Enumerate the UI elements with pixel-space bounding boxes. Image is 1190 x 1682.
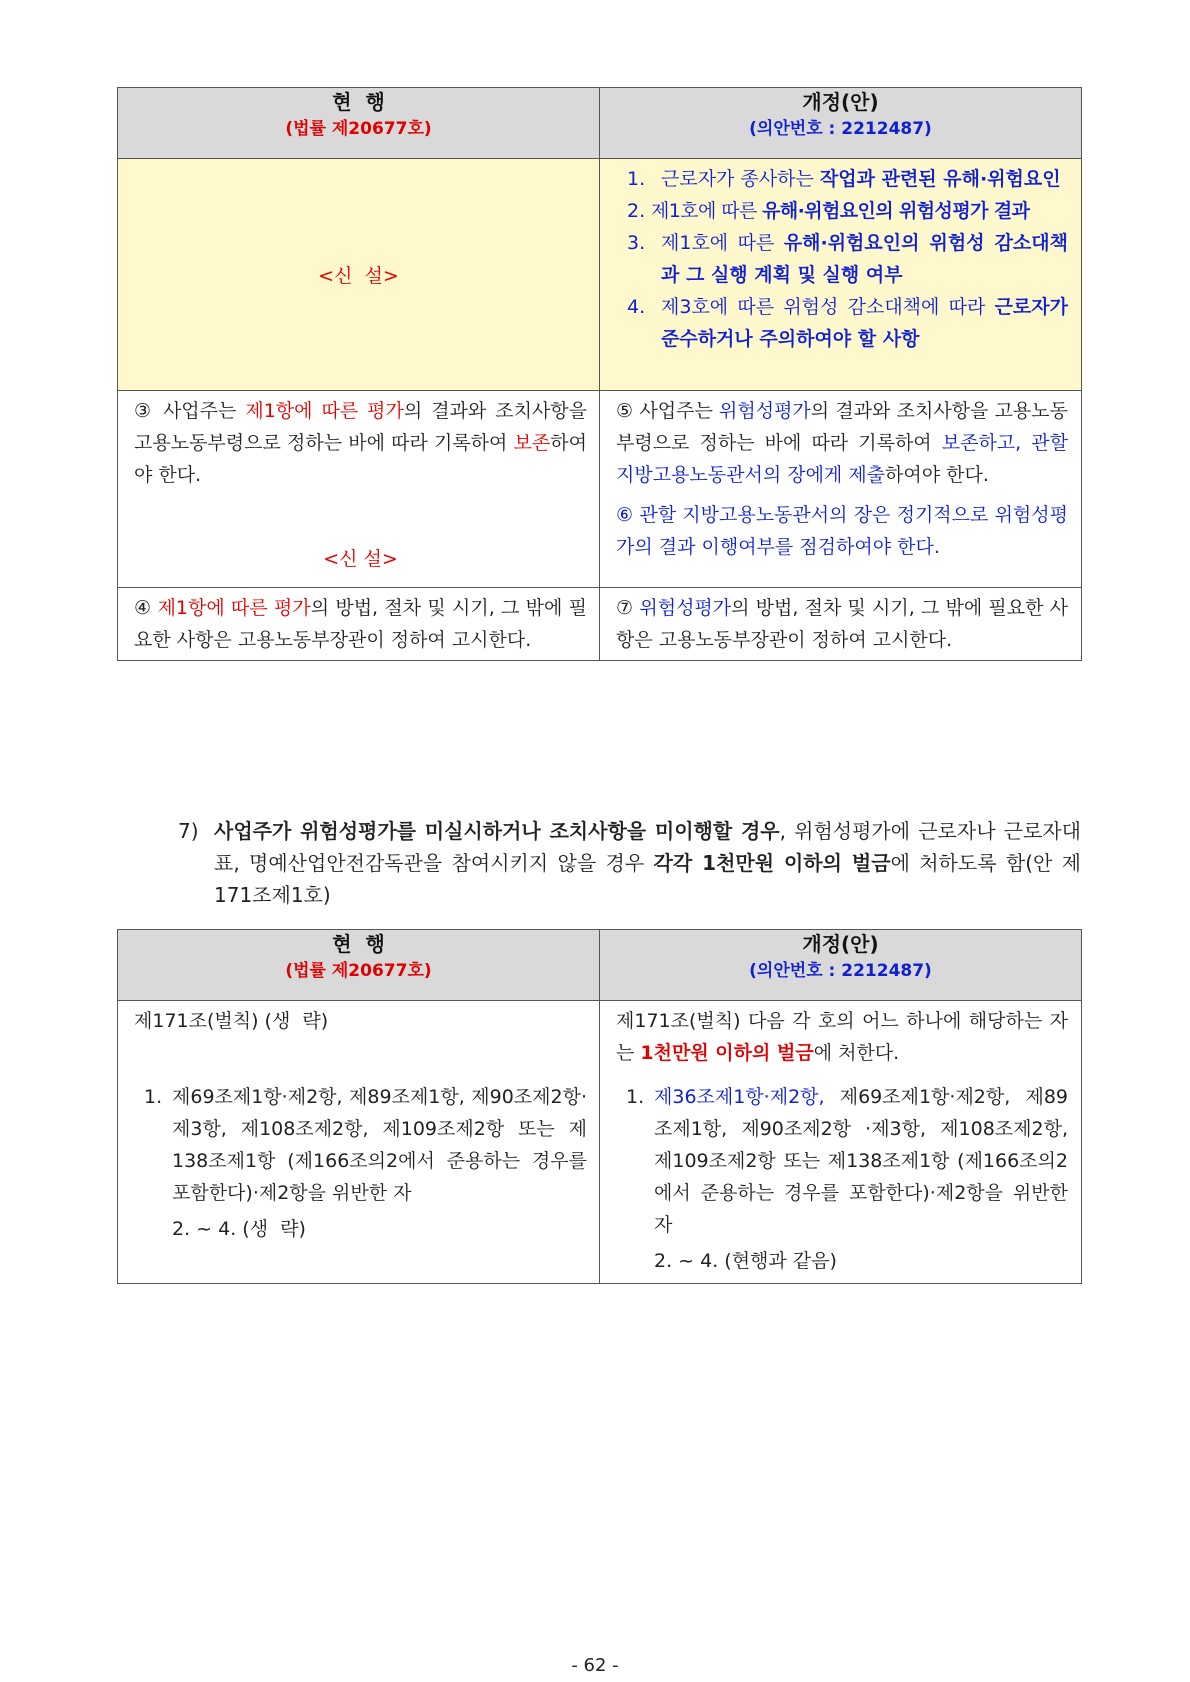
amended-para-7: ⑦ 위험성평가의 방법, 절차 및 시기, 그 밖에 필요한 사항은 고용노동부장관이 정하여 고시한다.: [616, 597, 1068, 651]
section-7-paragraph: [178, 815, 1081, 911]
section-7-number: 7): [178, 819, 199, 843]
header-current-title: 현 행: [332, 932, 385, 956]
current-para-4: ④ 제1항에 따른 평가의 방법, 절차 및 시기, 그 밖에 필요한 사항은 고용노동부장관이 정하여 고시한다.: [134, 597, 587, 651]
current-article-171-cell: [118, 1001, 600, 1284]
header-current-title: 현 행: [332, 90, 385, 114]
list-item: 4. 제3호에 따른 위험성 감소대책에 따라 근로자가 준수하거나 주의하여야 할 사항: [627, 296, 1068, 350]
new-marker: <신 설>: [318, 265, 399, 287]
header-amended-bill: (의안번호 : 2212487): [749, 961, 932, 981]
list-item: 3. 제1호에 따른 유해·위험요인의 위험성 감소대책과 그 실행 계획 및 실행 여부: [627, 232, 1068, 286]
amended-article-171-intro: 제171조(벌칙) 다음 각 호의 어느 하나에 해당하는 자는 1천만원 이하의 벌금에 처한다.: [616, 1010, 1068, 1064]
header-current: [118, 930, 600, 1001]
header-amended-bill: (의안번호 : 2212487): [749, 119, 932, 139]
amended-para-6: ⑥ 관할 지방고용노동관서의 장은 정기적으로 위험성평가의 결과 이행여부를 점검하여야 한다.: [616, 504, 1068, 558]
current-items-2-4: 2. ~ 4. (생 략): [172, 1218, 306, 1240]
header-current: [118, 88, 600, 159]
current-para-3-cell: [118, 391, 600, 588]
comparison-table-1: [117, 87, 1082, 661]
list-item: 1. 근로자가 종사하는 작업과 관련된 유해·위험요인: [627, 168, 1061, 190]
comparison-table-2: [117, 929, 1082, 1284]
new-items-list: [627, 163, 1068, 355]
amended-article-171-cell: [600, 1001, 1082, 1284]
amended-para-5-6-cell: [600, 391, 1082, 588]
amended-para-7-cell: [600, 588, 1082, 661]
header-amended: [600, 930, 1082, 1001]
amended-para-5: ⑤ 사업주는 위험성평가의 결과와 조치사항을 고용노동부령으로 정하는 바에 따라 기록하여 보존하고, 관할 지방고용노동관서의 장에게 제출하여야 한다.: [616, 400, 1068, 486]
amended-items-2-4: 2. ~ 4. (현행과 같음): [654, 1250, 837, 1272]
new-marker-cell: [118, 159, 600, 391]
current-para-4-cell: [118, 588, 600, 661]
header-amended: [600, 88, 1082, 159]
header-amended-title: 개정(안): [802, 932, 879, 956]
list-item: 2. 제1호에 따른 유해·위험요인의 위험성평가 결과: [627, 200, 1030, 222]
section-7-text: 사업주가 위험성평가를 미실시하거나 조치사항을 미이행할 경우, 위험성평가에 근로자나 근로자대표, 명예산업안전감독관을 참여시키지 않을 경우 각각 1천만원 이하의 벌금에 처하도록 함(안 제171조제1호): [214, 819, 1081, 907]
list-item: 1. 제69조제1항·제2항, 제89조제1항, 제90조제2항·제3항, 제108조제2항, 제109조제2항 또는 제138조제1항 (제166조의2에서 준용하는 경우를 포함한다)·제2항을 위반한 자: [144, 1086, 587, 1204]
list-item: 1. 제36조제1항·제2항, 제69조제1항·제2항, 제89조제1항, 제90조제2항 ·제3항, 제108조제2항, 제109조제2항 또는 제138조제1항 (제166조의2에서 준용하는 경우를 포함한다)·제2항을 위반한 자: [626, 1086, 1068, 1236]
page-number: - 62 -: [571, 1655, 619, 1676]
new-marker-2: <신 설>: [323, 548, 398, 570]
header-current-law: (법률 제20677호): [285, 119, 432, 139]
new-items-cell: [600, 159, 1082, 391]
current-para-3: ③ 사업주는 제1항에 따른 평가의 결과와 조치사항을 고용노동부령으로 정하는 바에 따라 기록하여 보존하여야 한다.: [134, 400, 588, 486]
header-amended-title: 개정(안): [802, 90, 879, 114]
header-current-law: (법률 제20677호): [285, 961, 432, 981]
current-article-171-intro: 제171조(벌칙) (생 략): [134, 1010, 329, 1032]
